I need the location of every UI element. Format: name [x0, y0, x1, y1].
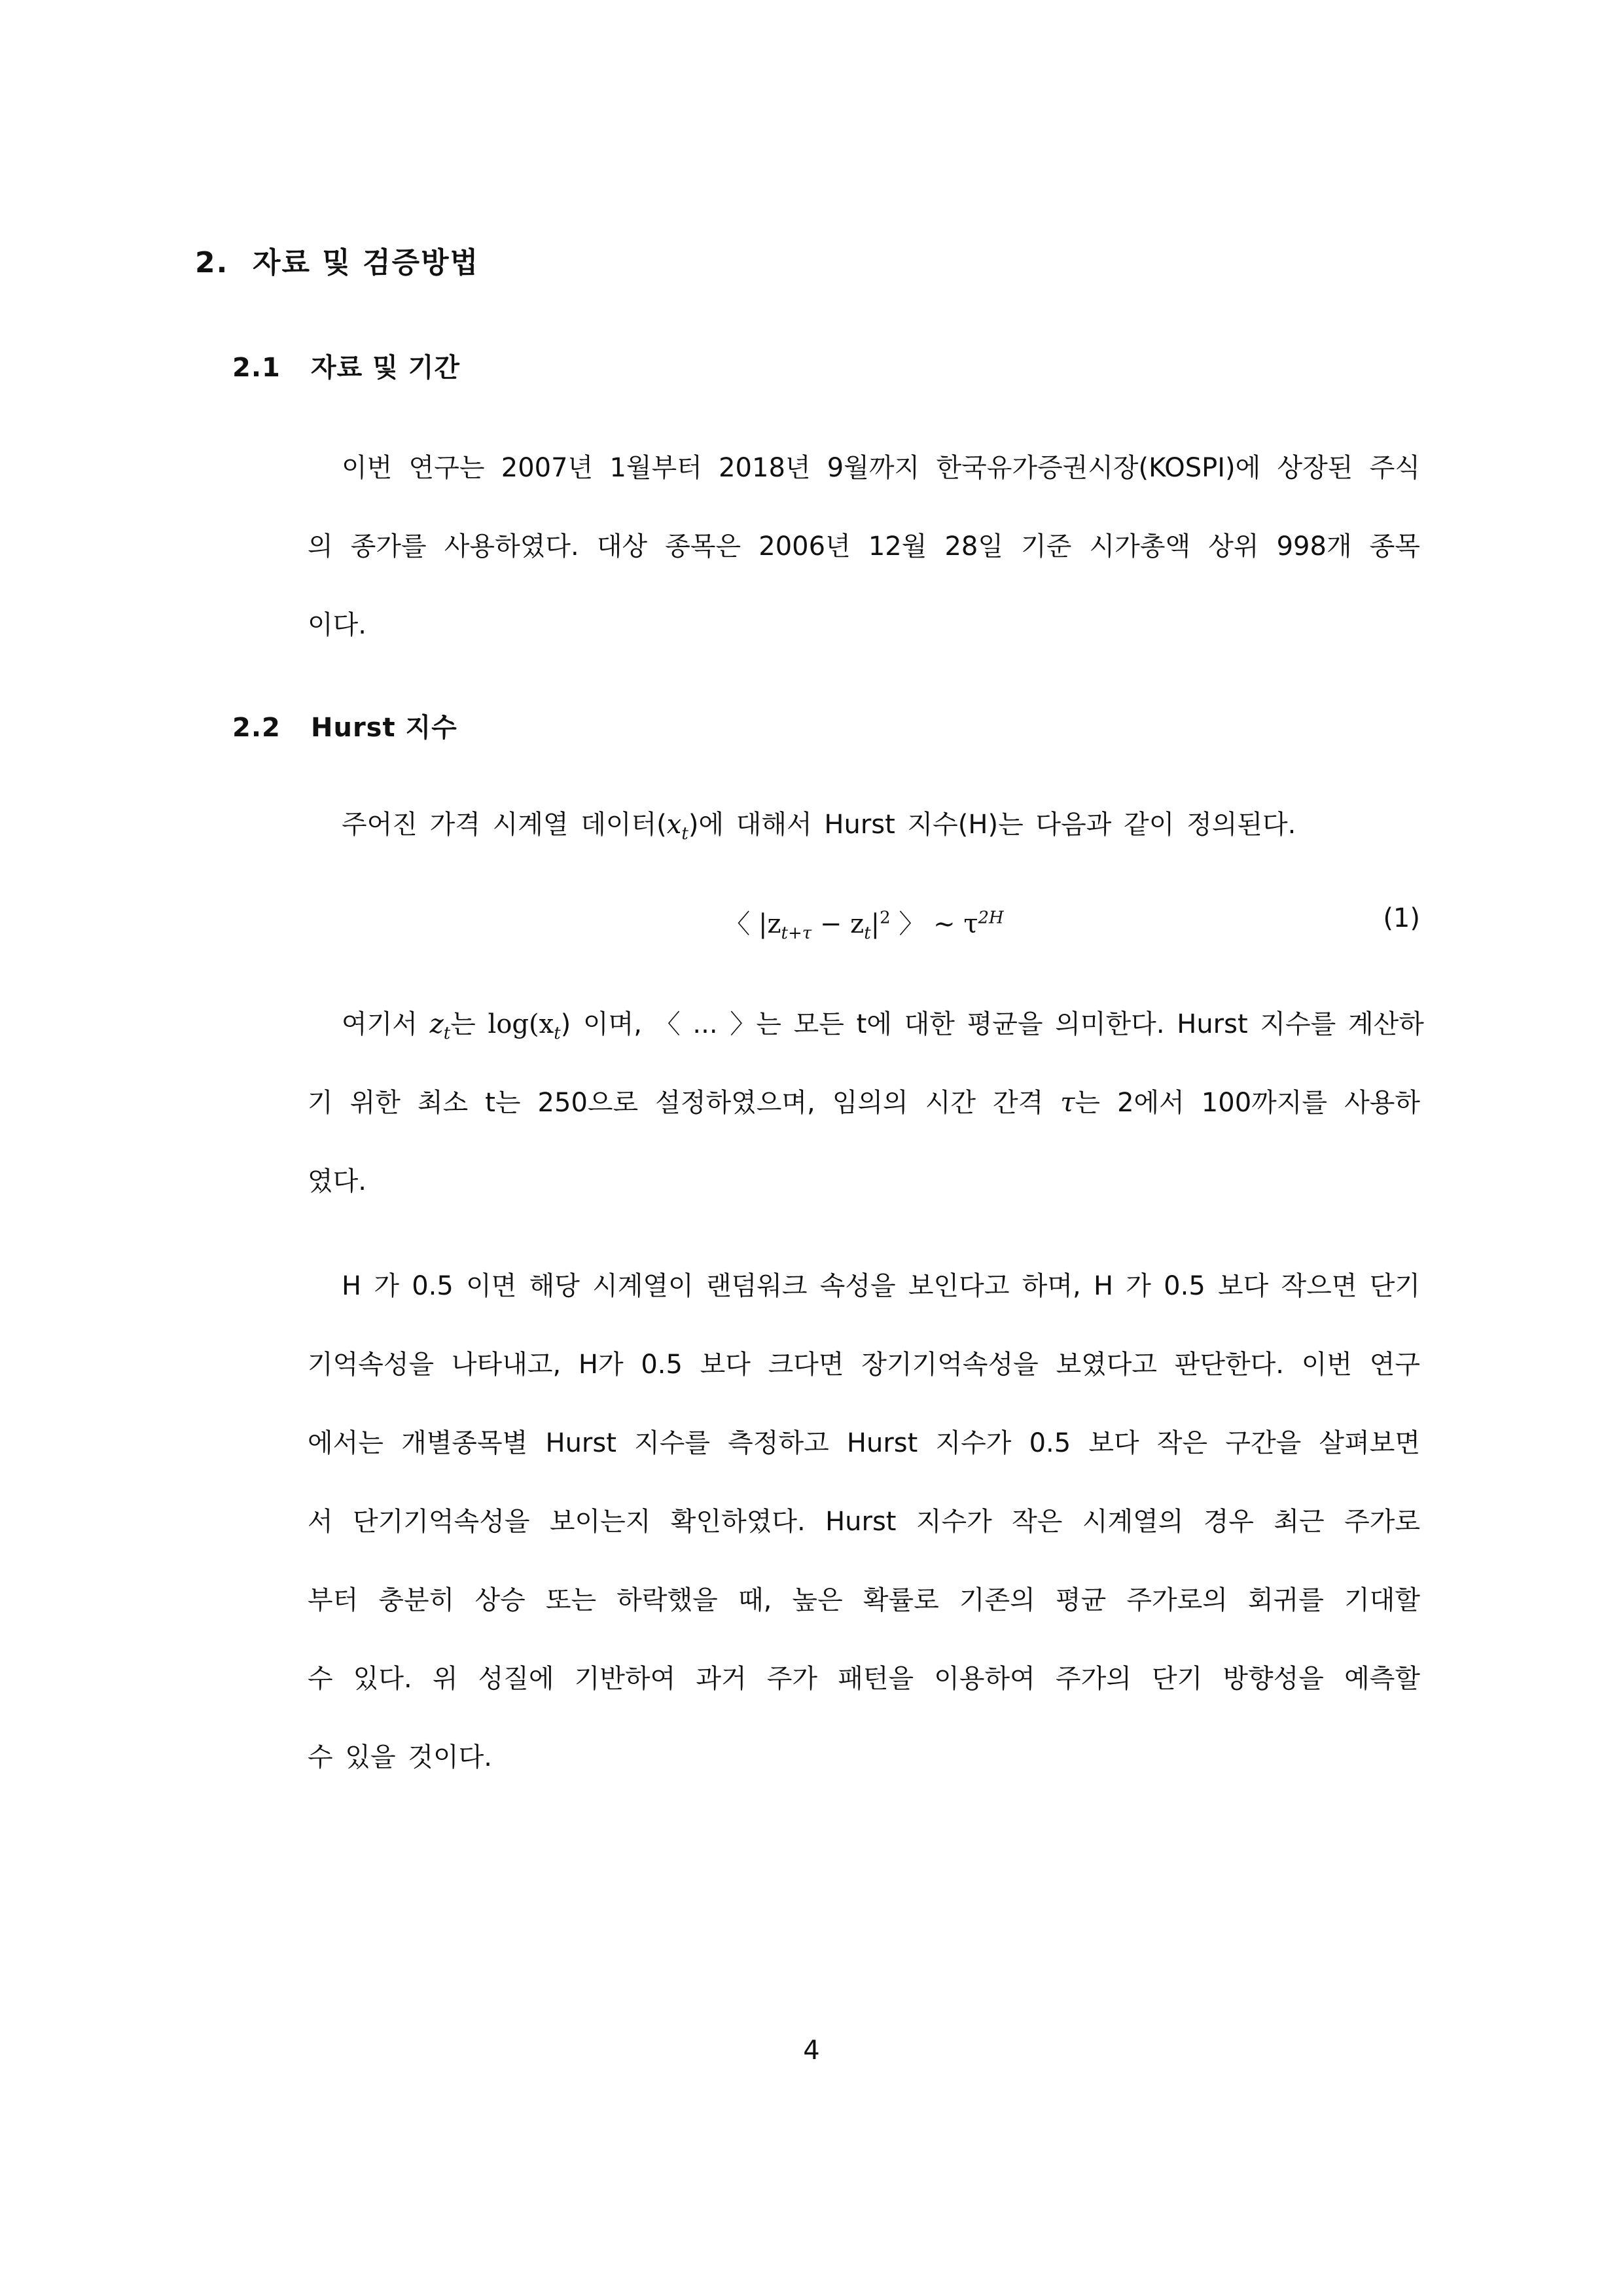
paragraph-hurst-interpretation: [308, 1247, 1420, 1797]
paragraph-hurst-intro: [308, 785, 1420, 864]
text-line: H 가 0.5 이면 해당 시계열이 랜덤워크 속성을 보인다고 하며, H 가 0.5 보다 작으면 단기: [342, 1271, 1420, 1301]
page-number: 4: [803, 2036, 820, 2066]
section-heading: [195, 239, 479, 281]
section-number: 2.: [195, 246, 229, 279]
text-line: 이번 연구는 2007년 1월부터 2018년 9월까지 한국유가증권시장(KOSPI)에 상장된 주식: [342, 453, 1420, 483]
paragraph-data-period: [308, 429, 1420, 664]
text-line: 주어진 가격 시계열 데이터$(x_t)$에 대해서 Hurst 지수(H)는 다음과 같이 정의된다.: [342, 810, 1296, 844]
text-line: 이다.: [308, 610, 366, 640]
subsection-title: 자료 및 기간: [311, 353, 461, 383]
text-line: 의 종가를 사용하였다. 대상 종목은 2006년 12월 28일 기준 시가총액 상위 998개 종목: [308, 531, 1420, 562]
equation-1: [308, 903, 1420, 942]
text-line: 수 있을 것이다.: [308, 1742, 492, 1772]
subsection-number: 2.1: [232, 353, 281, 383]
paragraph-hurst-definition: [308, 985, 1424, 1221]
text-line: 수 있다. 위 성질에 기반하여 과거 주가 패턴을 이용하여 주가의 단기 방향성을 예측할: [308, 1664, 1420, 1694]
text-line: 기억속성을 나타내고, H가 0.5 보다 크다면 장기기억속성을 보였다고 판단한다. 이번 연구: [308, 1350, 1420, 1380]
section-title: 자료 및 검증방법: [253, 246, 480, 279]
text-line: 서 단기기억속성을 보이는지 확인하였다. Hurst 지수가 작은 시계열의 경우 최근 주가로: [308, 1507, 1420, 1537]
text-line: 여기서 $z_t$는 $\log(x_t)$ 이며, 〈 ... 〉는 모든 t에 대한 평균을 의미한다. Hurst 지수를 계산하: [342, 1009, 1424, 1043]
subsection-heading-2-2: [232, 707, 457, 744]
subsection-heading-2-1: [232, 347, 460, 384]
text-line: 기 위한 최소 t는 250으로 설정하였으며, 임의의 시간 간격 τ는 2에서 100까지를 사용하: [308, 1088, 1421, 1118]
text-line: 였다.: [308, 1166, 366, 1196]
text-line: 에서는 개별종목별 Hurst 지수를 측정하고 Hurst 지수가 0.5 보다 작은 구간을 살펴보면: [308, 1428, 1420, 1458]
equation-number: (1): [1383, 903, 1420, 933]
subsection-title: Hurst 지수: [311, 713, 457, 743]
subsection-number: 2.2: [232, 713, 281, 743]
equation-body: 〈 $|z_{t+\tau} - z_t|^2$ 〉 ∼ $\tau^{2H}$: [724, 908, 1004, 943]
text-line: 부터 충분히 상승 또는 하락했을 때, 높은 확률로 기존의 평균 주가로의 회귀를 기대할: [308, 1585, 1420, 1615]
